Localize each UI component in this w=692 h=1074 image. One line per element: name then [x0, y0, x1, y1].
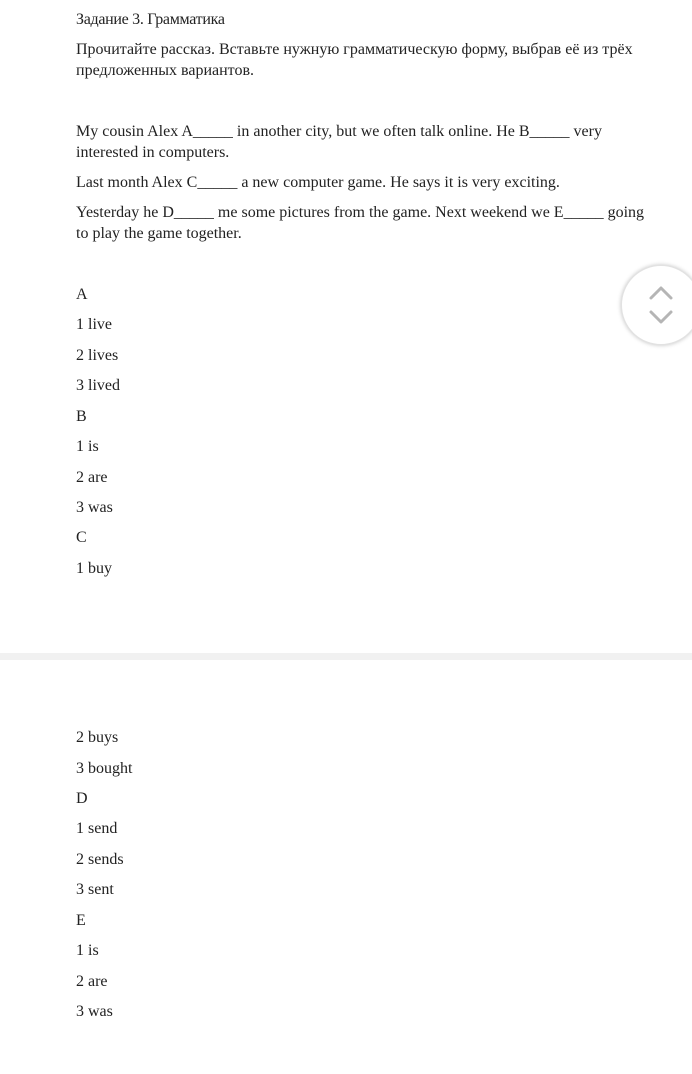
scroll-navigation-widget[interactable]	[621, 265, 692, 345]
option-group-label-d: D	[76, 790, 88, 807]
option-c-2: 2 buys	[76, 729, 119, 746]
option-d-2: 2 sends	[76, 851, 124, 868]
story-paragraph-3: Yesterday he D_____ me some pictures from the game. Next weekend we E_____ going to play the game together.	[76, 204, 645, 242]
option-a-1: 1 live	[76, 316, 112, 333]
chevron-down-icon[interactable]	[648, 309, 674, 325]
option-c-1: 1 buy	[76, 560, 112, 577]
option-d-1: 1 send	[76, 820, 118, 837]
option-e-1: 1 is	[76, 942, 99, 959]
option-group-label-b: B	[76, 408, 87, 425]
story-paragraph-2: Last month Alex C_____ a new computer game. He says it is very exciting.	[76, 174, 560, 191]
option-b-3: 3 was	[76, 499, 113, 516]
option-c-3: 3 bought	[76, 760, 133, 777]
option-e-3: 3 was	[76, 1003, 113, 1020]
option-d-3: 3 sent	[76, 881, 114, 898]
option-group-label-a: A	[76, 286, 88, 303]
option-group-label-e: E	[76, 912, 86, 929]
document-page-2	[0, 660, 692, 1074]
task-title: Задание 3. Грамматика	[76, 11, 225, 28]
story-paragraph-1: My cousin Alex A_____ in another city, but we often talk online. He B_____ very interested in computers.	[76, 123, 602, 161]
option-a-3: 3 lived	[76, 377, 120, 394]
task-instruction: Прочитайте рассказ. Вставьте нужную грамматическую форму, выбрав её из трёх предложенных вариантов.	[76, 41, 633, 79]
option-group-label-c: C	[76, 529, 87, 546]
option-e-2: 2 are	[76, 973, 108, 990]
page-separator	[0, 653, 692, 660]
option-b-2: 2 are	[76, 469, 108, 486]
option-b-1: 1 is	[76, 438, 99, 455]
option-a-2: 2 lives	[76, 347, 119, 364]
chevron-up-icon[interactable]	[648, 285, 674, 301]
